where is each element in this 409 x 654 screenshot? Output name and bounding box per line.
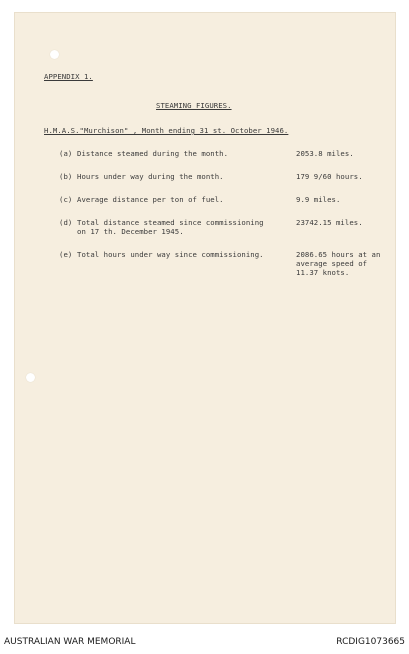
row-d-description: Total distance steamed since commissioning on 17 th. December 1945. [77,218,264,236]
row-b-description: Hours under way during the month. [77,172,224,181]
document-subtitle: H.M.A.S."Murchison" , Month ending 31 st. October 1946. [44,126,289,135]
row-b-label: (b) [59,172,73,181]
row-d-label: (d) [59,218,73,227]
row-e-description: Total hours under way since commissioning. [77,250,264,259]
row-b-value: 179 9/60 hours. [296,172,363,181]
row-a-value: 2053.8 miles. [296,149,354,158]
row-a-description: Distance steamed during the month. [77,149,229,158]
punch-hole [26,373,35,382]
document-heading: STEAMING FIGURES. [156,101,232,110]
row-c-description: Average distance per ton of fuel. [77,195,224,204]
row-d-value: 23742.15 miles. [296,218,363,227]
document-page [14,12,396,624]
appendix-label: APPENDIX 1. [44,72,93,81]
row-e-label: (e) [59,250,73,259]
punch-hole [50,50,59,59]
archive-footer-left: AUSTRALIAN WAR MEMORIAL [4,637,136,647]
row-c-value: 9.9 miles. [296,195,341,204]
row-c-label: (c) [59,195,73,204]
row-a-label: (a) [59,149,73,158]
row-e-value: 2086.65 hours at an average speed of 11.37 knots. [296,250,381,277]
archive-footer-right: RCDIG1073665 [336,637,405,647]
